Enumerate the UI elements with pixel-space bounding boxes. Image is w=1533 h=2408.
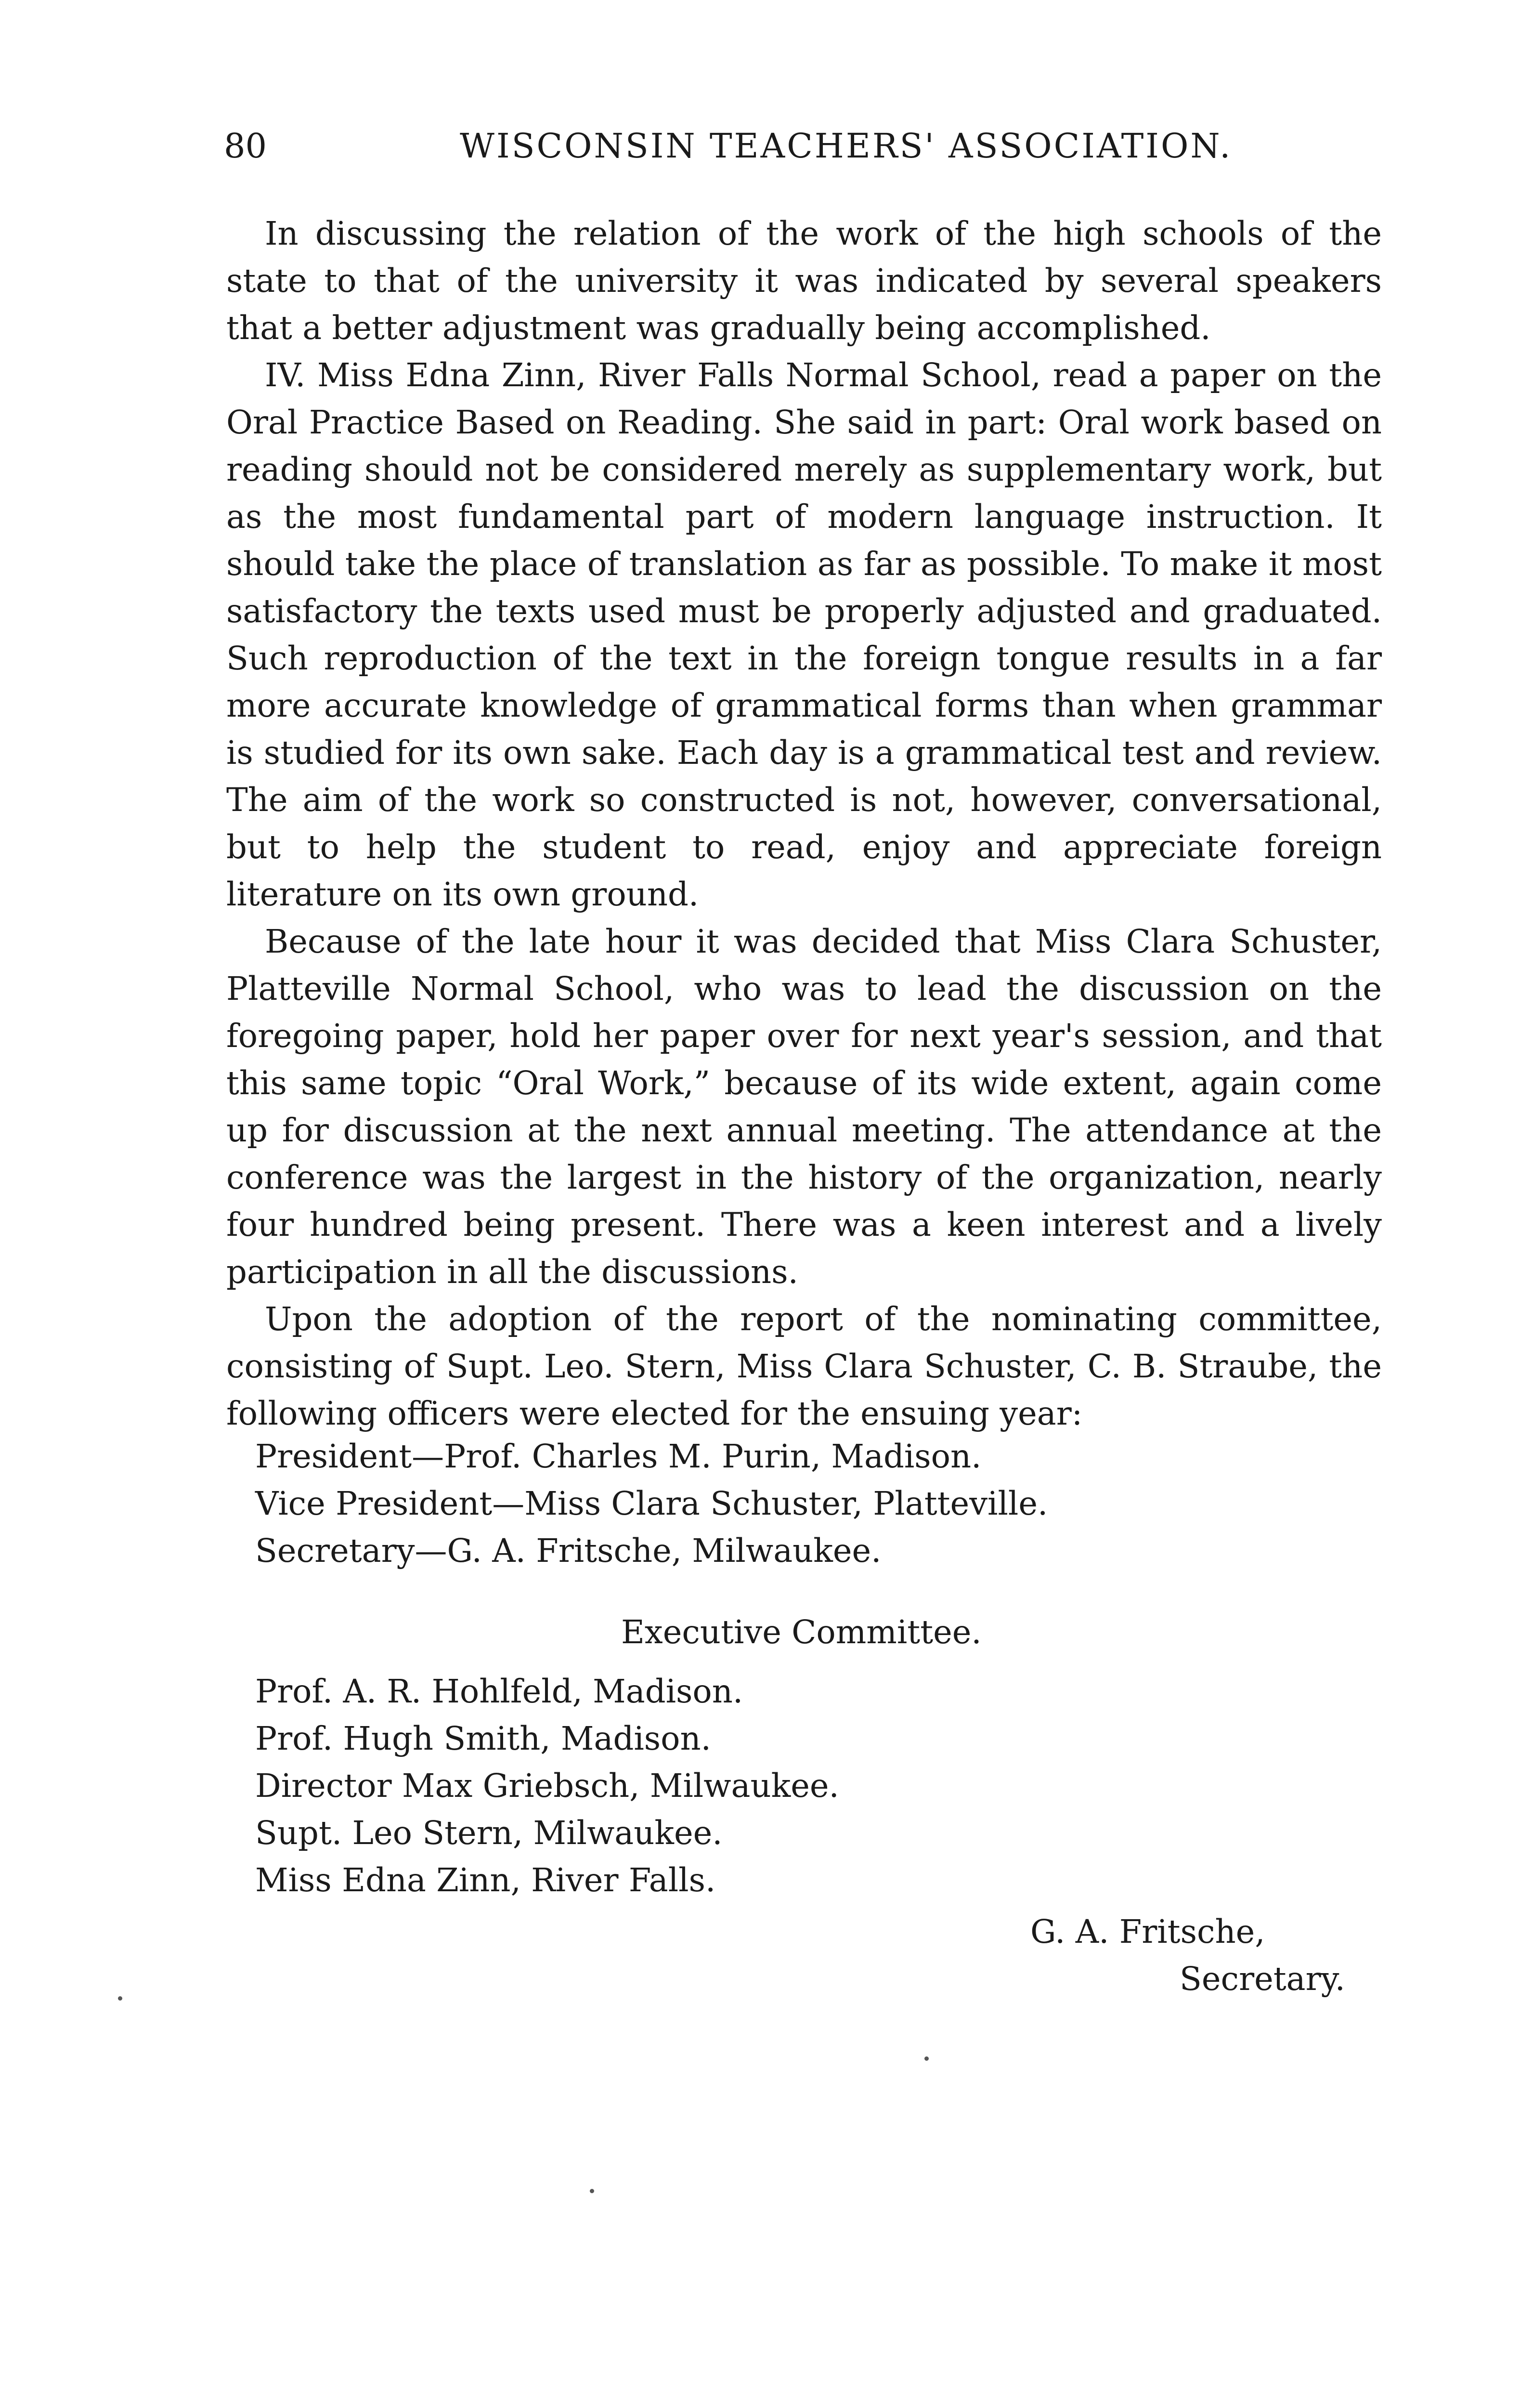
paragraph-oral-practice: IV. Miss Edna Zinn, River Falls Normal School, read a paper on the Oral Practice Based on Reading. She said in part: Oral work based on reading should not be considered merely as supplementary work, but as the most fundamental part of modern language instruction. It should take the place of translation as far as possible. To make it most satisfactory the texts used must be properly adjusted and graduated. Such reproduction of the text in the foreign tongue results in a far more accurate knowledge of grammatical forms than when grammar is studied for its own sake. Each day is a grammatical test and review. The aim of the work so constructed is not, however, conversational, but to help the student to read, enjoy and appreciate foreign literature on its own ground.	[226, 356, 1382, 913]
committee-member: Prof. A. R. Hohlfeld, Madison.	[255, 1673, 743, 1710]
committee-member: Director Max Griebsch, Milwaukee.	[255, 1767, 839, 1805]
committee-member: Supt. Leo Stern, Milwaukee.	[255, 1814, 723, 1852]
committee-members	[255, 1668, 839, 1904]
paragraph-late-hour: Because of the late hour it was decided that Miss Clara Schuster, Platteville Normal School, who was to lead the discussion on the foregoing paper, hold her paper over for next year's session, and that this same topic “Oral Work,” because of its wide extent, again come up for discussion at the next annual meeting. The attendance at the conference was the largest in the history of the organization, nearly four hundred being present. There was a keen interest and a lively participation in all the discussions.	[226, 923, 1382, 1291]
officer-president: President—Prof. Charles M. Purin, Madison.	[255, 1438, 982, 1475]
scan-speck	[924, 2056, 929, 2061]
body-text	[226, 210, 1382, 1437]
officer-vice-president: Vice President—Miss Clara Schuster, Platteville.	[255, 1485, 1048, 1522]
page-header	[224, 119, 1375, 172]
paragraph-nominating-committee: Upon the adoption of the report of the nominating committee, consisting of Supt. Leo. Stern, Miss Clara Schuster, C. B. Straube, the following officers were elected for the ensuing year:	[226, 1300, 1382, 1432]
scan-speck	[118, 1996, 122, 2001]
committee-member: Prof. Hugh Smith, Madison.	[255, 1720, 711, 1757]
scan-speck	[590, 2189, 594, 2193]
running-title: WISCONSIN TEACHERS' ASSOCIATION.	[460, 126, 1233, 166]
committee-heading: Executive Committee.	[621, 1613, 982, 1651]
paragraph-high-schools: In discussing the relation of the work of the high schools of the state to that of the university it was indicated by several speakers that a better adjustment was gradually being accomplished.	[226, 215, 1382, 347]
signature-block	[1030, 1908, 1345, 2002]
signature-title: Secretary.	[1180, 1960, 1345, 1998]
officer-secretary: Secretary—G. A. Fritsche, Milwaukee.	[255, 1532, 882, 1570]
committee-member: Miss Edna Zinn, River Falls.	[255, 1861, 716, 1899]
page-number: 80	[224, 126, 267, 166]
officers-list	[255, 1433, 1048, 1574]
signature-name: G. A. Fritsche,	[1030, 1913, 1265, 1950]
